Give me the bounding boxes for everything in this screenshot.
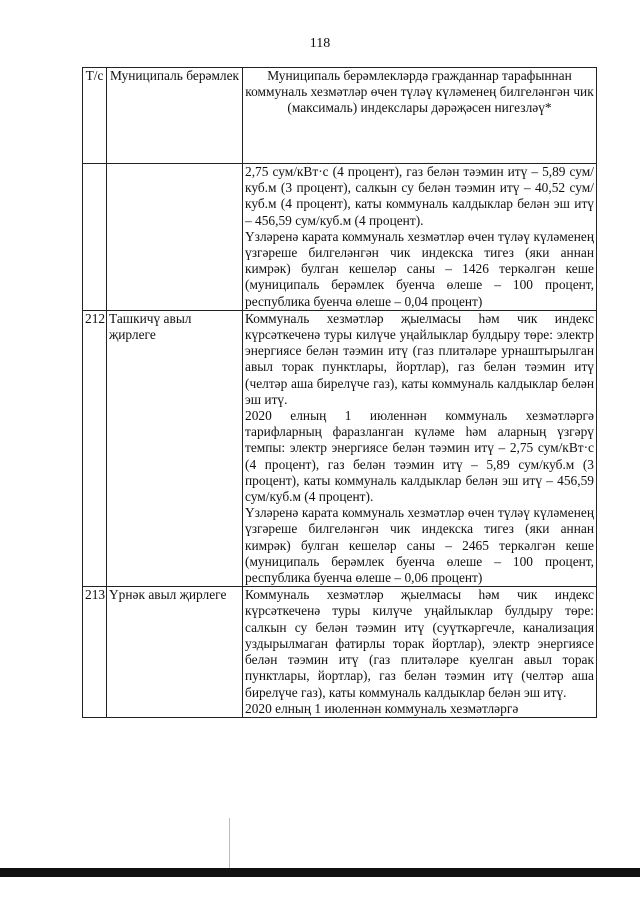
paragraph: Үзләренә карата коммуналь хезмәтләр өчен түләү күләменең үзгәреше билгеләнгән чик индекска тигез (яки аннан кимрәк) булган кешеләр саны – 1426 теркәлгән кеше (муниципаль берәмлек буенча өлеше – 100 процент, республика буенча өлеше – 0,04 процент) (245, 228, 594, 309)
row-num (83, 164, 107, 311)
paragraph: 2,75 сум/кВт·с (4 процент), газ белән тәэмин итү – 5,89 сум/куб.м (3 процент), салкын су белән тәэмин итү – 40,52 сум/куб.м (4 процент), каты коммуналь калдыклар белән эш итү – 456,59 сум/куб.м (4 процент). (245, 164, 594, 228)
scan-bottom-edge (0, 868, 640, 877)
row-municipality: Үрнәк авыл җирлеге (107, 587, 243, 718)
row-description (243, 587, 597, 718)
table-row (83, 164, 597, 311)
paragraph: Үзләренә карата коммуналь хезмәтләр өчен түләү күләменең үзгәреше билгеләнгән чик индекска тигез (яки аннан кимрәк) булган кешеләр саны – 2465 теркәлгән кеше (муниципаль берәмлек буенча өлеше – 100 процент, республика буенча өлеше – 0,06 процент) (245, 505, 594, 586)
page-number: 118 (309, 36, 331, 51)
header-indices: Муниципаль берәмлекләрдә гражданнар тарафыннан коммуналь хезмәтләр өчен түләү күләменең билгеләнгән чик (максималь) индекслары дәрәҗәсен нигезләү* (243, 68, 597, 164)
paragraph: 2020 елның 1 июленнән коммуналь хезмәтләргә тарифларның фаразланган күләме һәм аларның үзгәрү темпы: электр энергиясе белән тәэмин итү – 2,75 сум/кВт·с (4 процент), газ белән тәэмин итү – 5,89 сум/куб.м (3 процент), каты коммуналь калдыклар белән эш итү – 456,59 сум/куб.м (4 процент). (245, 408, 594, 505)
table-row (83, 587, 597, 718)
row-description (243, 164, 597, 311)
table-row (83, 310, 597, 586)
row-municipality: Ташкичү авыл җирлеге (107, 310, 243, 586)
header-num: Т/с (83, 68, 107, 164)
row-num: 212 (83, 310, 107, 586)
header-municipality: Муниципаль берәмлек (107, 68, 243, 164)
paragraph: 2020 елның 1 июленнән коммуналь хезмәтләргә (245, 700, 519, 716)
scan-margin-line (229, 818, 230, 873)
row-num: 213 (83, 587, 107, 718)
paragraph: Коммуналь хезмәтләр җыелмасы һәм чик индекс күрсәткеченә туры килүче уңайлыклар булдыру төре: салкын су белән тәэмин итү (суүткәргечле, канализация уздырылмаган фатирлы торак йортлар), электр энергиясе белән тәэмин итү (газ плитәләре куелган авыл торак пунктлары, йортлар), газ белән тәэмин итү (челтәр аша бирелүче газ), каты коммуналь калдыклар белән эш итү. (245, 587, 594, 700)
paragraph: Коммуналь хезмәтләр җыелмасы һәм чик индекс күрсәткеченә туры килүче уңайлыклар булдыру төре: электр энергиясе белән тәэмин итү (газ плитәләре урнаштырылган авыл торак пунктлары, йортлар), газ белән тәэмин итү (челтәр аша бирелүче газ), каты коммуналь калдыклар белән эш итү. (245, 310, 594, 407)
row-municipality (107, 164, 243, 311)
tariff-table (82, 67, 597, 718)
row-description (243, 310, 597, 586)
table-header-row (83, 68, 597, 164)
